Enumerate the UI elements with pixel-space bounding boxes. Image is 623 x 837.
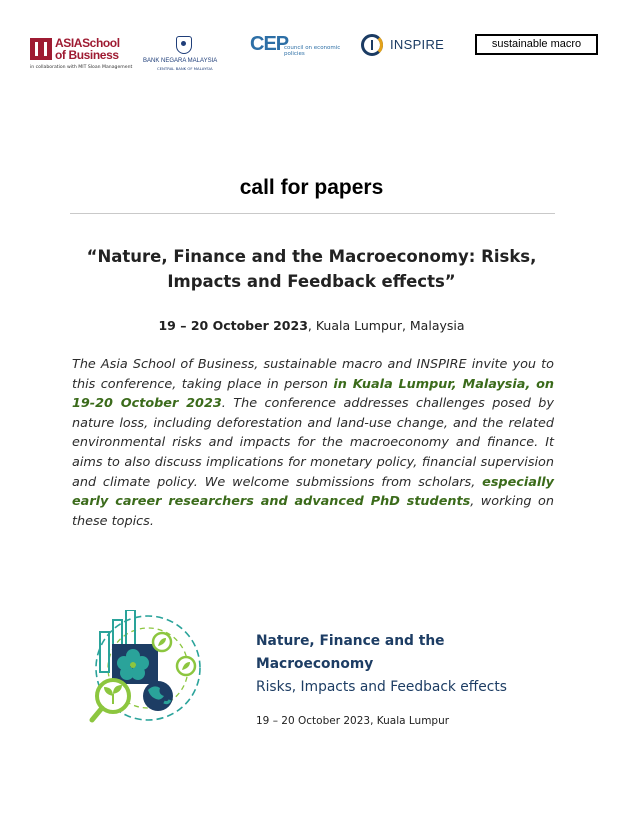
para-text-3: , working on these topics.: [72, 494, 554, 529]
heading-divider: [70, 213, 555, 214]
para-highlight-location: in Kuala Lumpur, Malaysia, on 19-20 October 2023: [72, 376, 554, 412]
invitation-paragraph: [72, 355, 554, 531]
cep-logo-name: CEP: [250, 33, 289, 55]
bnm-logo-subtitle: CENTRAL BANK OF MALAYSIA: [157, 66, 213, 71]
cep-logo: [250, 34, 340, 60]
inspire-logo: [361, 34, 451, 60]
inspire-logo-name: INSPIRE: [390, 37, 445, 52]
call-for-papers-heading: call for papers: [239, 176, 384, 199]
asb-logo-subtitle: in collaboration with MIT Sloan Management: [30, 65, 133, 70]
asb-mark-icon: [30, 38, 52, 60]
para-highlight-audience: especially early career researchers and advanced PhD students: [72, 474, 554, 510]
banner-title-line1: Nature, Finance and the: [256, 633, 445, 649]
asb-logo-name: ASIASchool of Business: [55, 36, 120, 62]
bank-negara-malaysia-logo: [143, 36, 227, 78]
sustainable-macro-logo: sustainable macro: [475, 34, 598, 55]
cep-logo-subtitle: council on economic policies: [284, 45, 341, 57]
banner-title-line2: Macroeconomy: [256, 656, 374, 672]
banner-date: 19 – 20 October 2023, Kuala Lumpur: [256, 715, 450, 727]
nature-finance-illustration-icon: [82, 610, 208, 736]
para-text-2: . The conference addresses challenges posed by nature loss, including deforestation and land-use change, and the related environmental risks and impacts for the macroeconomy and finance. It aims to also discuss implications for monetary policy, financial supervision and climate policy. We welcome submissions from scholars,: [72, 396, 554, 490]
inspire-ring-icon: [361, 34, 383, 56]
conference-place: , Kuala Lumpur, Malaysia: [307, 318, 465, 333]
para-text-1: The Asia School of Business, sustainable macro and INSPIRE invite you to this conference, taking place in person: [72, 357, 554, 392]
banner-subtitle: Risks, Impacts and Feedback effects: [256, 679, 507, 695]
bnm-logo-name: BANK NEGARA MALAYSIA: [143, 58, 218, 64]
bnm-crest-icon: [176, 36, 192, 54]
conference-date: 19 – 20 October 2023: [158, 318, 308, 333]
asia-school-of-business-logo: [30, 36, 133, 76]
conference-title: “Nature, Finance and the Macroeconomy: Risks, Impacts and Feedback effects”: [86, 247, 537, 291]
conference-dateline: [0, 318, 623, 333]
